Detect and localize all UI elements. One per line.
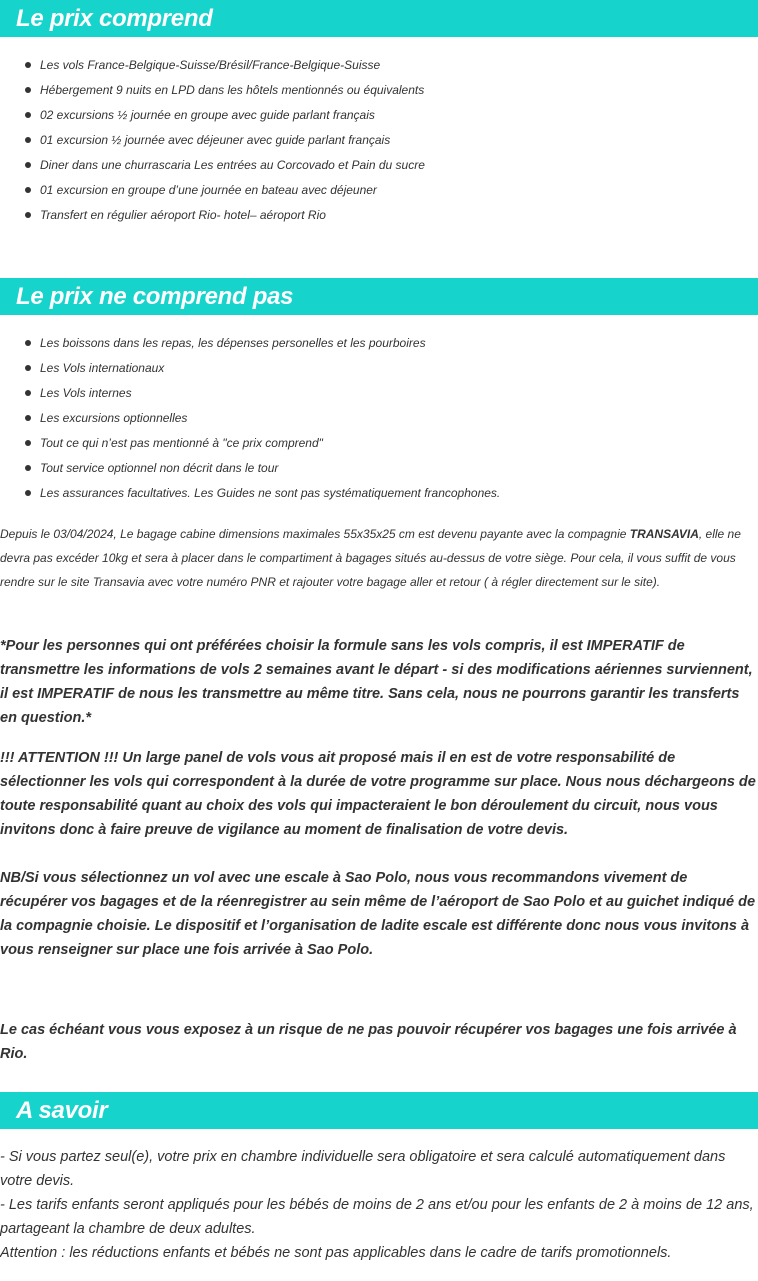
bullet-icon — [25, 212, 31, 218]
bullet-icon — [25, 365, 31, 371]
bullet-icon — [25, 340, 31, 346]
company-name: TRANSAVIA — [629, 527, 699, 541]
list-item: Les Vols internes — [0, 381, 500, 406]
savoir-line: - Si vous partez seul(e), votre prix en chambre individuelle sera obligatoire et sera calculé automatiquement dans votre devis. — [0, 1149, 726, 1189]
list-item: 01 excursion ½ journée avec déjeuner avec guide parlant français — [0, 128, 425, 153]
list-item: Tout service optionnel non décrit dans le tour — [0, 456, 500, 481]
savoir-line: - Les tarifs enfants seront appliqués pour les bébés de moins de 2 ans et/ou pour les enfants de 2 à moins de 12 ans, partageant la chambre de deux adultes. — [0, 1197, 754, 1237]
bullet-icon — [25, 490, 31, 496]
list-item: Hébergement 9 nuits en LPD dans les hôtels mentionnés ou équivalents — [0, 78, 425, 103]
bullet-icon — [25, 465, 31, 471]
notice-sao-polo: NB/Si vous sélectionnez un vol avec une escale à Sao Polo, nous vous recommandons vivement de récupérer vos bagages et de la réenregistrer au sein même de l’aéroport de Sao Polo et au guichet indiqué de la compagnie choisie. Le dispositif et l’organisation de ladite escale est différente donc nous vous invitons à vous renseigner sur place une fois arrivée à Sao Polo. — [0, 870, 756, 958]
bullet-icon — [25, 440, 31, 446]
savoir-heading: A savoir — [0, 1092, 758, 1129]
bullet-icon — [25, 162, 31, 168]
list-item: Les boissons dans les repas, les dépenses personelles et les pourboires — [0, 331, 500, 356]
notice-risk: Le cas échéant vous vous exposez à un risque de ne pas pouvoir récupérer vos bagages une fois arrivée à Rio. — [0, 1022, 737, 1062]
list-item: Les vols France-Belgique-Suisse/Brésil/France-Belgique-Suisse — [0, 53, 425, 78]
bullet-icon — [25, 112, 31, 118]
list-item: Diner dans une churrascaria Les entrées au Corcovado et Pain du sucre — [0, 153, 425, 178]
bullet-icon — [25, 137, 31, 143]
bullet-icon — [25, 62, 31, 68]
excludes-heading: Le prix ne comprend pas — [0, 278, 758, 315]
list-item: Transfert en régulier aéroport Rio- hotel– aéroport Rio — [0, 203, 425, 228]
bullet-icon — [25, 187, 31, 193]
excludes-list — [0, 331, 500, 506]
notice-attention: !!! ATTENTION !!! Un large panel de vols vous ait proposé mais il en est de votre responsabilité de sélectionner les vols qui correspondent à la durée de votre programme sur place. Nous nous déchargeons de toute responsabilité quant au choix des vols qui impacteraient le bon déroulement du circuit, nous vous invitons donc à faire preuve de vigilance au moment de finalisation de votre devis. — [0, 750, 756, 838]
list-item: Les Vols internationaux — [0, 356, 500, 381]
list-item: 02 excursions ½ journée en groupe avec guide parlant français — [0, 103, 425, 128]
includes-list — [0, 53, 425, 228]
savoir-line: Attention : les réductions enfants et bébés ne sont pas applicables dans le cadre de tarifs promotionnels. — [0, 1245, 672, 1261]
bullet-icon — [25, 415, 31, 421]
notice-flights: *Pour les personnes qui ont préférées choisir la formule sans les vols compris, il est IMPERATIF de transmettre les informations de vols 2 semaines avant le départ - si des modifications aériennes surviennent, il est IMPERATIF de nous les transmettre au même titre. Sans cela, nous ne pourrons garantir les transferts en question.* — [0, 638, 753, 726]
list-item: Les assurances facultatives. Les Guides ne sont pas systématiquement francophones. — [0, 481, 500, 506]
bullet-icon — [25, 390, 31, 396]
list-item: Les excursions optionnelles — [0, 406, 500, 431]
bullet-icon — [25, 87, 31, 93]
list-item: 01 excursion en groupe d’une journée en bateau avec déjeuner — [0, 178, 425, 203]
list-item: Tout ce qui n’est pas mentionné à "ce prix comprend" — [0, 431, 500, 456]
baggage-note: Depuis le 03/04/2024, Le bagage cabine dimensions maximales 55x35x25 cm est devenu payante avec la compagnie TRANSAVIA, elle ne devra pas excéder 10kg et sera à placer dans le compartiment à bagages situés au-dessus de votre siège. Pour cela, il vous suffit de vous rendre sur le site Transavia avec votre numéro PNR et rajouter votre bagage aller et retour ( à régler directement sur le site). — [0, 527, 741, 589]
savoir-text — [0, 1145, 756, 1265]
includes-heading: Le prix comprend — [0, 0, 758, 37]
